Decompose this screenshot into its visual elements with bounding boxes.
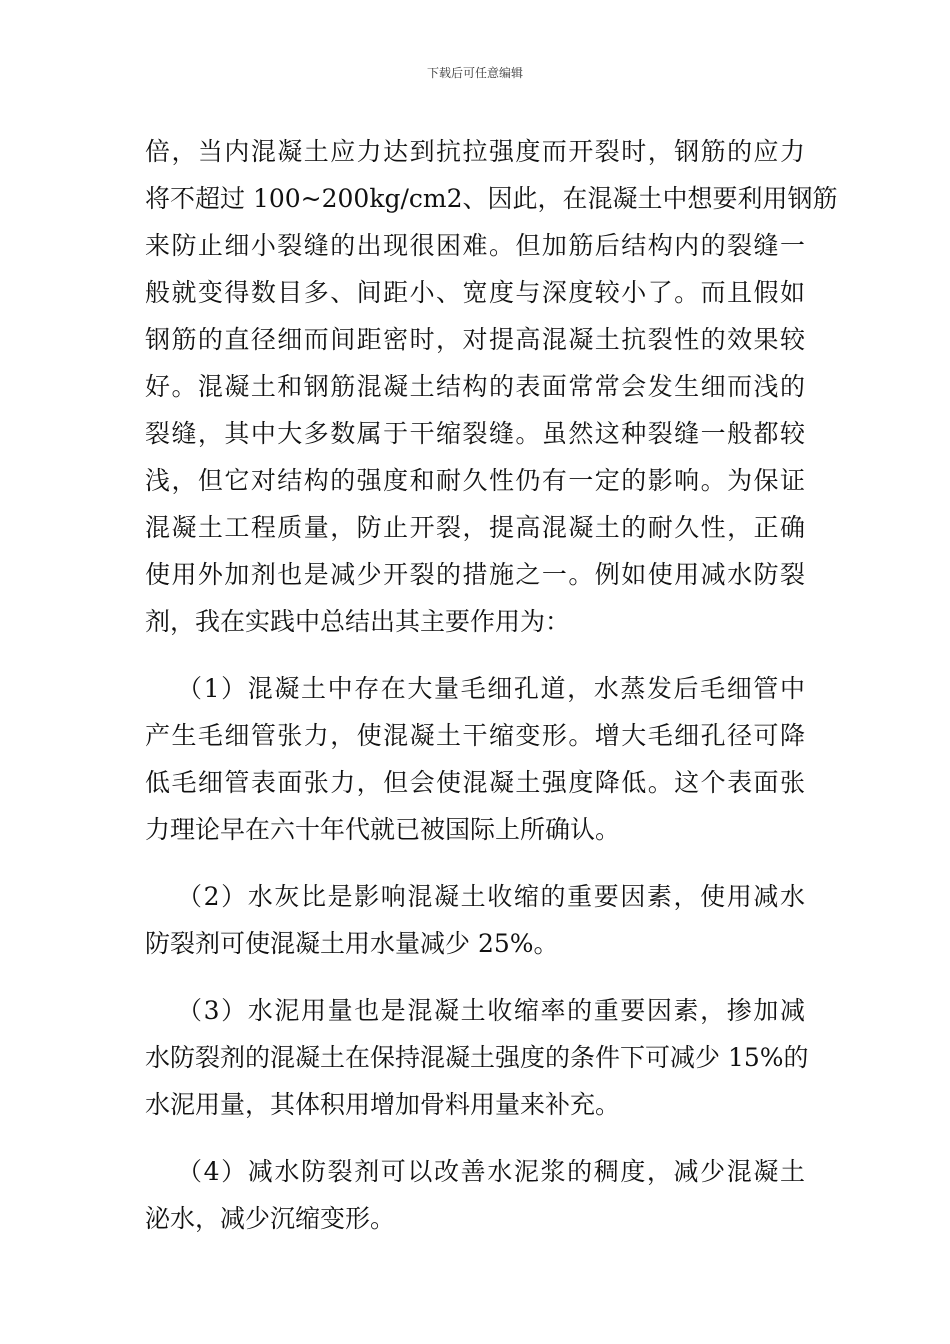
text-line: 好。混凝土和钢筋混凝土结构的表面常常会发生细而浅的 <box>145 372 805 401</box>
paragraph <box>145 873 805 967</box>
paragraph <box>145 128 838 645</box>
paragraph <box>145 1148 805 1242</box>
text-line: 产生毛细管张力，使混凝土干缩变形。增大毛细孔径可降 <box>145 721 805 750</box>
text-line: 防裂剂可使混凝土用水量减少 25%。 <box>145 929 559 958</box>
text-line: 力理论早在六十年代就已被国际上所确认。 <box>145 815 621 844</box>
text-line: 来防止细小裂缝的出现很困难。但加筋后结构内的裂缝一 <box>145 231 805 260</box>
text-line: 低毛细管表面张力，但会使混凝土强度降低。这个表面张 <box>145 768 805 797</box>
text-line: 倍，当内混凝土应力达到抗拉强度而开裂时，钢筋的应力 <box>145 137 805 166</box>
paragraph <box>145 987 809 1128</box>
text-line: 钢筋的直径细而间距密时，对提高混凝土抗裂性的效果较 <box>145 325 805 354</box>
text-line: （3）水泥用量也是混凝土收缩率的重要因素，掺加减 <box>177 996 805 1025</box>
text-line: 般就变得数目多、间距小、宽度与深度较小了。而且假如 <box>145 278 805 307</box>
text-line: （2）水灰比是影响混凝土收缩的重要因素，使用减水 <box>177 882 805 911</box>
text-line: （4）减水防裂剂可以改善水泥浆的稠度，减少混凝土 <box>177 1157 805 1186</box>
document-body <box>145 128 838 1242</box>
text-line: 水防裂剂的混凝土在保持混凝土强度的条件下可减少 15%的 <box>145 1043 809 1072</box>
text-line: 将不超过 100~200kg/cm2、因此，在混凝土中想要利用钢筋 <box>145 184 838 213</box>
text-line: 裂缝，其中大多数属于干缩裂缝。虽然这种裂缝一般都较 <box>145 419 805 448</box>
text-line: 泌水，减少沉缩变形。 <box>145 1204 396 1233</box>
text-line: 水泥用量，其体积用增加骨料用量来补充。 <box>145 1090 621 1119</box>
text-line: 剂，我在实践中总结出其主要作用为： <box>145 607 571 636</box>
text-line: （1）混凝土中存在大量毛细孔道，水蒸发后毛细管中 <box>177 674 805 703</box>
text-line: 浅，但它对结构的强度和耐久性仍有一定的影响。为保证 <box>145 466 805 495</box>
text-line: 混凝土工程质量，防止开裂，提高混凝土的耐久性，正确 <box>145 513 805 542</box>
text-line: 使用外加剂也是减少开裂的措施之一。例如使用减水防裂 <box>145 560 805 589</box>
page-header: 下载后可任意编辑 <box>426 66 523 80</box>
paragraph <box>145 665 805 853</box>
